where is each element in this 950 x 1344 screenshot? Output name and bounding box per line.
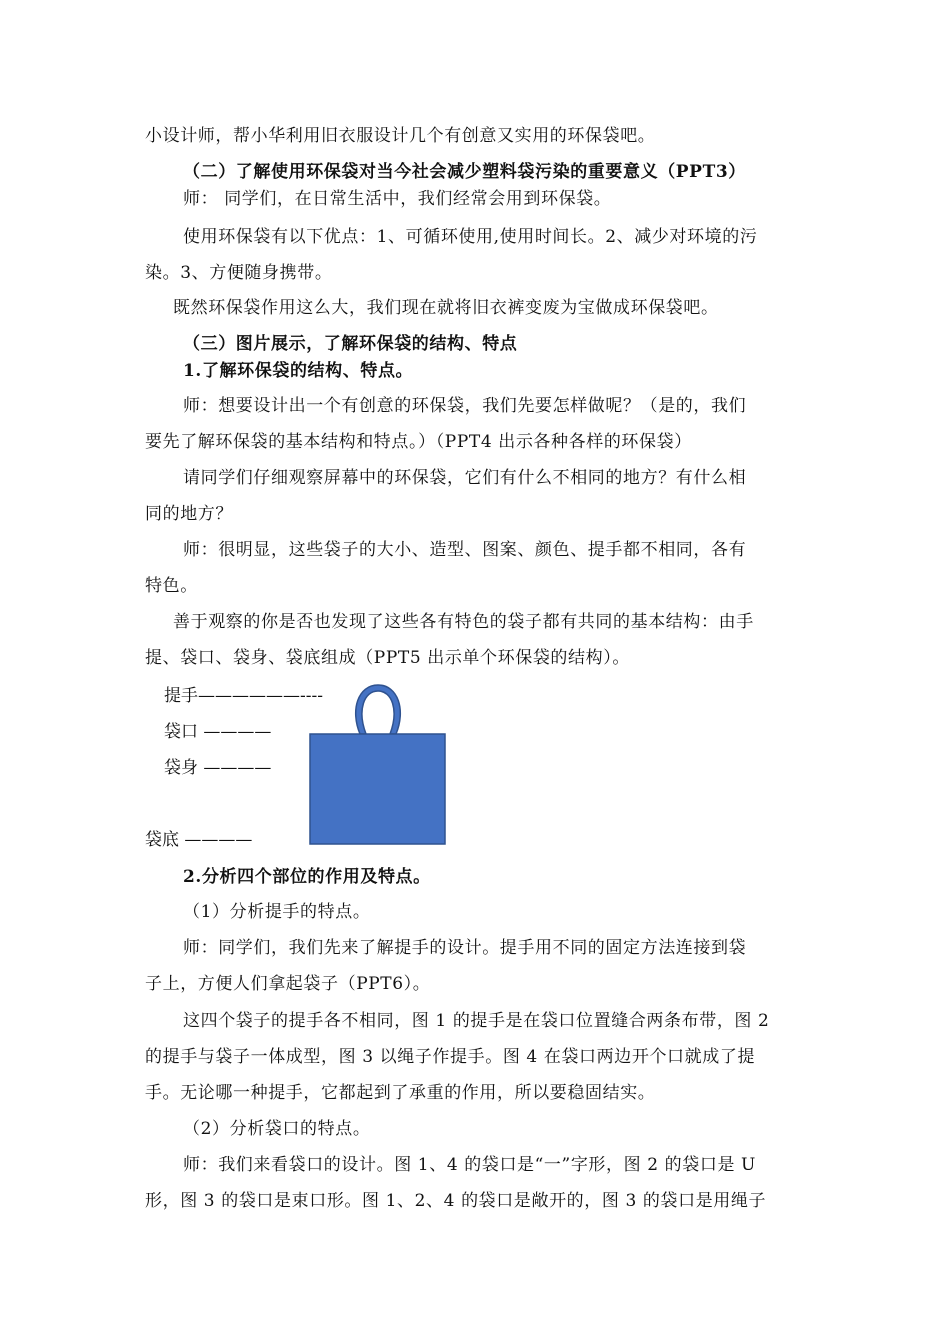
paragraph-line: 师：同学们，我们先来了解提手的设计。提手用不同的固定方法连接到袋 xyxy=(183,938,747,958)
paragraph-line: 使用环保袋有以下优点：1、可循环使用,使用时间长。2、减少对环境的污 xyxy=(183,227,758,247)
paragraph-line: 染。3、方便随身携带。 xyxy=(145,263,333,283)
bag-handle-shape xyxy=(356,685,401,734)
paragraph-line: （1）分析提手的特点。 xyxy=(183,902,371,922)
bag-body-shape xyxy=(310,734,445,844)
paragraph-line: 请同学们仔细观察屏幕中的环保袋，它们有什么不相同的地方？有什么相 xyxy=(183,468,747,488)
section-heading: （三）图片展示，了解环保袋的结构、特点 xyxy=(183,334,518,354)
section-heading: （二）了解使用环保袋对当今社会减少塑料袋污染的重要意义（PPT3） xyxy=(183,162,746,182)
paragraph-line: 手。无论哪一种提手，它都起到了承重的作用，所以要稳固结实。 xyxy=(145,1083,656,1103)
paragraph-line: 既然环保袋作用这么大，我们现在就将旧衣裤变废为宝做成环保袋吧。 xyxy=(173,298,719,318)
paragraph-line: 这四个袋子的提手各不相同，图 1 的提手是在袋口位置缝合两条布带，图 2 xyxy=(183,1011,770,1031)
paragraph-line: 师： 同学们，在日常生活中，我们经常会用到环保袋。 xyxy=(183,189,612,209)
paragraph-line: 提、袋口、袋身、袋底组成（PPT5 出示单个环保袋的结构）。 xyxy=(145,648,630,668)
paragraph-line: 师：想要设计出一个有创意的环保袋，我们先要怎样做呢？（是的，我们 xyxy=(183,396,747,416)
subsection-heading: 1.了解环保袋的结构、特点。 xyxy=(183,361,414,381)
paragraph-line: 子上，方便人们拿起袋子（PPT6）。 xyxy=(145,974,431,994)
bag-illustration xyxy=(300,680,460,855)
paragraph-line: 的提手与袋子一体成型，图 3 以绳子作提手。图 4 在袋口两边开个口就成了提 xyxy=(145,1047,756,1067)
paragraph-line: 小设计师，帮小华利用旧衣服设计几个有创意又实用的环保袋吧。 xyxy=(145,126,656,146)
mouth-label: 袋口 ———— xyxy=(164,722,272,742)
bottom-label: 袋底 ———— xyxy=(145,830,253,850)
paragraph-line: 形，图 3 的袋口是束口形。图 1、2、4 的袋口是敞开的，图 3 的袋口是用绳子 xyxy=(145,1191,767,1211)
body-label: 袋身 ———— xyxy=(164,758,272,778)
paragraph-line: 师：我们来看袋口的设计。图 1、4 的袋口是“一”字形，图 2 的袋口是 U xyxy=(183,1155,756,1175)
paragraph-line: 特色。 xyxy=(145,576,198,596)
handle-label: 提手——————---- xyxy=(164,686,323,706)
subsection-heading: 2.分析四个部位的作用及特点。 xyxy=(183,867,431,887)
paragraph-line: 同的地方？ xyxy=(145,504,233,524)
paragraph-line: 要先了解环保袋的基本结构和特点。）（PPT4 出示各种各样的环保袋） xyxy=(145,432,692,452)
paragraph-line: 善于观察的你是否也发现了这些各有特色的袋子都有共同的基本结构：由手 xyxy=(173,612,754,632)
paragraph-line: 师：很明显，这些袋子的大小、造型、图案、颜色、提手都不相同，各有 xyxy=(183,540,747,560)
paragraph-line: （2）分析袋口的特点。 xyxy=(183,1119,371,1139)
